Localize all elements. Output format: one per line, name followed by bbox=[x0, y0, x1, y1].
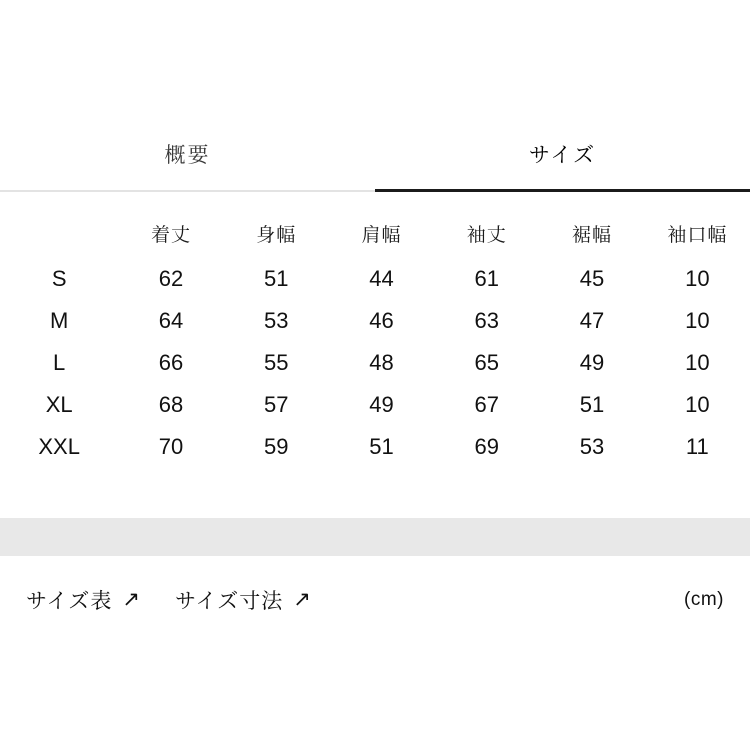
table-header-row bbox=[0, 212, 750, 258]
cell-s-mihaba: 51 bbox=[263, 266, 289, 291]
column-header-sodetake: 袖丈 bbox=[466, 224, 507, 246]
cell-xxl-mihaba: 59 bbox=[263, 434, 289, 459]
table-row bbox=[0, 384, 750, 426]
cell-xl-sodeguchihaba: 10 bbox=[685, 392, 710, 417]
column-header-mihaba: 身幅 bbox=[256, 224, 297, 246]
tab-size-label: サイズ bbox=[528, 143, 597, 167]
cell-m-susohaba: 47 bbox=[579, 308, 605, 333]
table-row bbox=[0, 258, 750, 300]
row-label-l: L bbox=[53, 350, 66, 375]
size-table-body bbox=[0, 258, 750, 468]
size-chart-link[interactable] bbox=[26, 585, 141, 615]
tab-size[interactable] bbox=[375, 118, 750, 192]
arrow-up-right-icon: ↗ bbox=[122, 587, 141, 611]
arrow-up-right-icon: ↗ bbox=[293, 587, 312, 611]
cell-xxl-kitake: 70 bbox=[158, 434, 184, 459]
cell-l-susohaba: 49 bbox=[579, 350, 605, 375]
cell-xxl-sodetake: 69 bbox=[474, 434, 499, 459]
cell-s-sodetake: 61 bbox=[474, 266, 499, 291]
row-label-s: S bbox=[51, 266, 67, 291]
cell-m-katahaba: 46 bbox=[369, 308, 394, 333]
table-row bbox=[0, 300, 750, 342]
cell-m-sodeguchihaba: 10 bbox=[685, 308, 710, 333]
cell-s-katahaba: 44 bbox=[369, 266, 394, 291]
cell-xxl-susohaba: 53 bbox=[579, 434, 605, 459]
column-header-sodeguchihaba: 袖口幅 bbox=[667, 224, 728, 246]
cell-l-katahaba: 48 bbox=[369, 350, 394, 375]
row-label-xxl: XXL bbox=[38, 434, 80, 459]
unit-label: (cm) bbox=[684, 589, 724, 610]
cell-xl-kitake: 68 bbox=[158, 392, 184, 417]
cell-xl-mihaba: 57 bbox=[263, 392, 289, 417]
cell-s-kitake: 62 bbox=[158, 266, 184, 291]
row-label-xl: XL bbox=[45, 392, 73, 417]
cell-l-kitake: 66 bbox=[158, 350, 184, 375]
cell-l-mihaba: 55 bbox=[263, 350, 289, 375]
tab-overview[interactable] bbox=[0, 118, 375, 192]
tab-overview-label: 概要 bbox=[164, 144, 211, 167]
cell-m-kitake: 64 bbox=[158, 308, 184, 333]
cell-l-sodetake: 65 bbox=[474, 350, 499, 375]
table-row bbox=[0, 426, 750, 468]
table-row bbox=[0, 342, 750, 384]
table-corner-cell bbox=[0, 212, 118, 258]
cell-s-sodeguchihaba: 10 bbox=[685, 266, 710, 291]
cell-s-susohaba: 45 bbox=[579, 266, 605, 291]
tab-bar bbox=[0, 118, 750, 192]
cell-m-sodetake: 63 bbox=[474, 308, 499, 333]
column-header-katahaba: 肩幅 bbox=[361, 224, 402, 246]
cell-xl-katahaba: 49 bbox=[369, 392, 394, 417]
cell-xxl-sodeguchihaba: 11 bbox=[685, 434, 709, 459]
size-measurement-link-label: サイズ寸法 bbox=[174, 590, 284, 613]
cell-l-sodeguchihaba: 10 bbox=[685, 350, 710, 375]
size-chart-link-label: サイズ表 bbox=[26, 590, 113, 613]
column-header-susohaba: 裾幅 bbox=[572, 224, 613, 246]
row-label-m: M bbox=[49, 308, 69, 333]
size-table bbox=[0, 212, 750, 468]
cell-xl-susohaba: 51 bbox=[579, 392, 605, 417]
cell-m-mihaba: 53 bbox=[263, 308, 289, 333]
column-header-kitake: 着丈 bbox=[150, 224, 191, 246]
size-table-header bbox=[0, 212, 750, 258]
section-divider-band bbox=[0, 518, 750, 556]
cell-xxl-katahaba: 51 bbox=[369, 434, 394, 459]
footer-links bbox=[0, 578, 750, 622]
size-table-container bbox=[0, 212, 750, 468]
size-measurement-link[interactable] bbox=[175, 585, 312, 615]
cell-xl-sodetake: 67 bbox=[474, 392, 499, 417]
